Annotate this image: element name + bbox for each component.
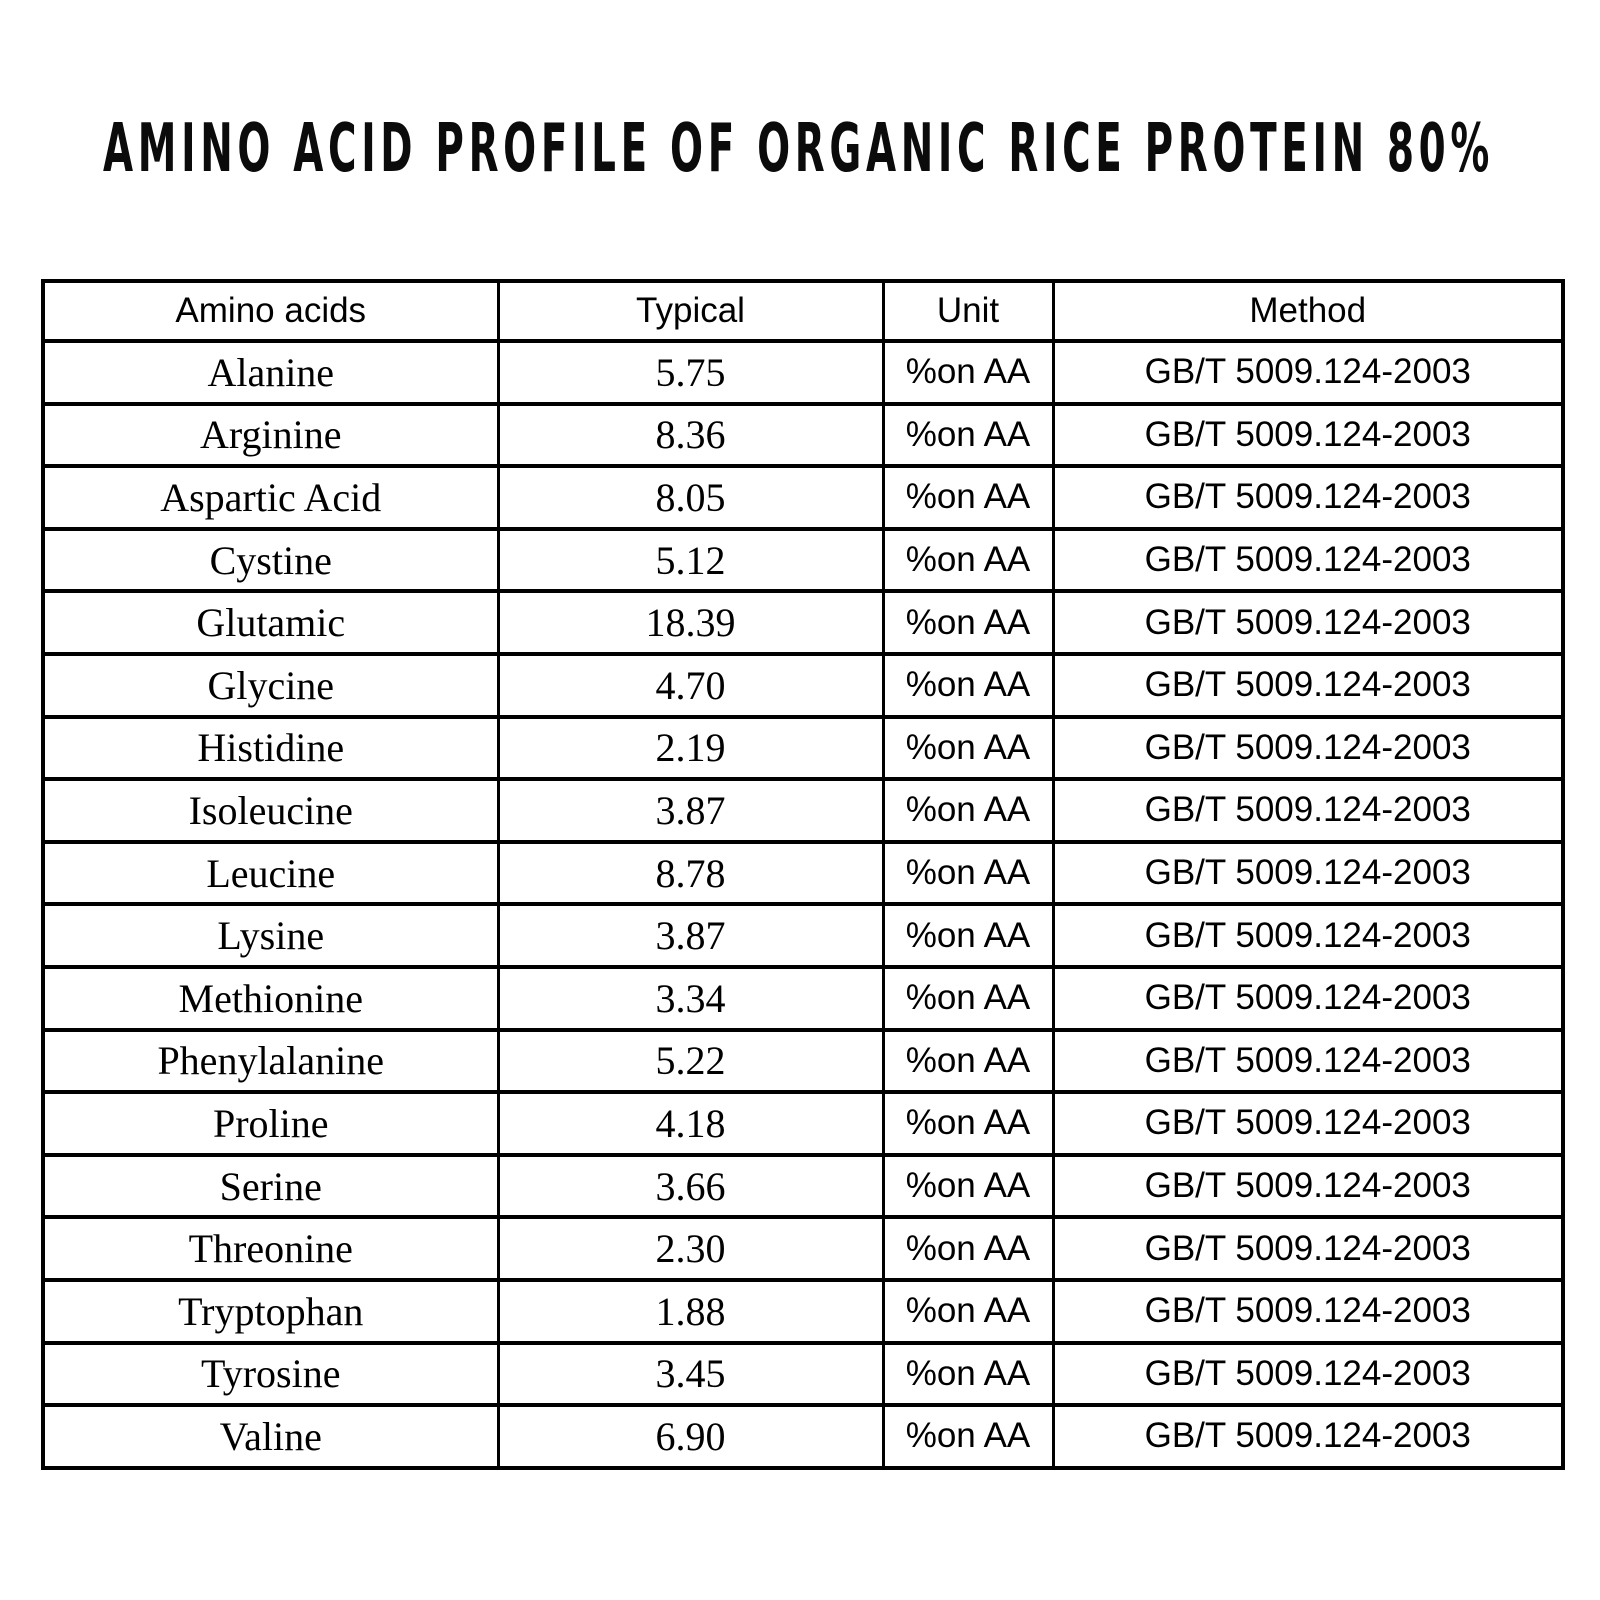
typical-value-cell: 6.90 <box>498 1405 883 1468</box>
table-header-row <box>43 281 1563 341</box>
column-header-typical: Typical <box>498 281 883 341</box>
typical-value-cell: 5.75 <box>498 341 883 404</box>
unit-cell: %on AA <box>883 591 1053 654</box>
method-cell: GB/T 5009.124-2003 <box>1053 654 1563 717</box>
typical-value-cell: 3.87 <box>498 779 883 842</box>
method-cell: GB/T 5009.124-2003 <box>1053 591 1563 654</box>
amino-name-cell: Arginine <box>43 404 498 467</box>
unit-cell: %on AA <box>883 341 1053 404</box>
method-cell: GB/T 5009.124-2003 <box>1053 1280 1563 1343</box>
table-row <box>43 717 1563 780</box>
unit-cell: %on AA <box>883 529 1053 592</box>
table-row <box>43 591 1563 654</box>
table-row <box>43 654 1563 717</box>
method-cell: GB/T 5009.124-2003 <box>1053 466 1563 529</box>
typical-value-cell: 3.87 <box>498 904 883 967</box>
unit-cell: %on AA <box>883 1217 1053 1280</box>
amino-name-cell: Threonine <box>43 1217 498 1280</box>
column-header-unit: Unit <box>883 281 1053 341</box>
method-cell: GB/T 5009.124-2003 <box>1053 779 1563 842</box>
method-cell: GB/T 5009.124-2003 <box>1053 1030 1563 1093</box>
amino-acid-table <box>41 279 1565 1470</box>
table-row <box>43 967 1563 1030</box>
unit-cell: %on AA <box>883 842 1053 905</box>
amino-name-cell: Serine <box>43 1155 498 1218</box>
method-cell: GB/T 5009.124-2003 <box>1053 404 1563 467</box>
table-row <box>43 1217 1563 1280</box>
typical-value-cell: 8.78 <box>498 842 883 905</box>
amino-name-cell: Proline <box>43 1092 498 1155</box>
typical-value-cell: 2.30 <box>498 1217 883 1280</box>
amino-name-cell: Leucine <box>43 842 498 905</box>
typical-value-cell: 3.34 <box>498 967 883 1030</box>
method-cell: GB/T 5009.124-2003 <box>1053 1092 1563 1155</box>
method-cell: GB/T 5009.124-2003 <box>1053 341 1563 404</box>
unit-cell: %on AA <box>883 904 1053 967</box>
amino-name-cell: Isoleucine <box>43 779 498 842</box>
column-header-method: Method <box>1053 281 1563 341</box>
table-body <box>43 341 1563 1468</box>
table-row <box>43 1155 1563 1218</box>
column-header-amino-acids: Amino acids <box>43 281 498 341</box>
method-cell: GB/T 5009.124-2003 <box>1053 1155 1563 1218</box>
typical-value-cell: 1.88 <box>498 1280 883 1343</box>
table-row <box>43 1405 1563 1468</box>
typical-value-cell: 3.66 <box>498 1155 883 1218</box>
table-row <box>43 341 1563 404</box>
amino-name-cell: Glutamic <box>43 591 498 654</box>
method-cell: GB/T 5009.124-2003 <box>1053 529 1563 592</box>
table-row <box>43 904 1563 967</box>
amino-name-cell: Valine <box>43 1405 498 1468</box>
unit-cell: %on AA <box>883 1155 1053 1218</box>
unit-cell: %on AA <box>883 967 1053 1030</box>
table-row <box>43 529 1563 592</box>
method-cell: GB/T 5009.124-2003 <box>1053 1405 1563 1468</box>
typical-value-cell: 18.39 <box>498 591 883 654</box>
unit-cell: %on AA <box>883 1030 1053 1093</box>
unit-cell: %on AA <box>883 404 1053 467</box>
typical-value-cell: 4.70 <box>498 654 883 717</box>
method-cell: GB/T 5009.124-2003 <box>1053 967 1563 1030</box>
unit-cell: %on AA <box>883 717 1053 780</box>
amino-name-cell: Tyrosine <box>43 1343 498 1406</box>
amino-name-cell: Histidine <box>43 717 498 780</box>
method-cell: GB/T 5009.124-2003 <box>1053 904 1563 967</box>
amino-name-cell: Cystine <box>43 529 498 592</box>
typical-value-cell: 5.12 <box>498 529 883 592</box>
table-row <box>43 1092 1563 1155</box>
amino-name-cell: Tryptophan <box>43 1280 498 1343</box>
table-row <box>43 466 1563 529</box>
amino-name-cell: Glycine <box>43 654 498 717</box>
method-cell: GB/T 5009.124-2003 <box>1053 842 1563 905</box>
unit-cell: %on AA <box>883 1280 1053 1343</box>
amino-name-cell: Methionine <box>43 967 498 1030</box>
amino-name-cell: Lysine <box>43 904 498 967</box>
unit-cell: %on AA <box>883 1092 1053 1155</box>
table-row <box>43 1030 1563 1093</box>
amino-name-cell: Aspartic Acid <box>43 466 498 529</box>
unit-cell: %on AA <box>883 466 1053 529</box>
amino-name-cell: Phenylalanine <box>43 1030 498 1093</box>
page-title: AMINO ACID PROFILE OF ORGANIC RICE PROTEIN 80% <box>103 109 1494 187</box>
method-cell: GB/T 5009.124-2003 <box>1053 717 1563 780</box>
unit-cell: %on AA <box>883 779 1053 842</box>
table-row <box>43 842 1563 905</box>
table-row <box>43 779 1563 842</box>
typical-value-cell: 8.36 <box>498 404 883 467</box>
table-row <box>43 404 1563 467</box>
typical-value-cell: 5.22 <box>498 1030 883 1093</box>
typical-value-cell: 2.19 <box>498 717 883 780</box>
table-row <box>43 1280 1563 1343</box>
table-row <box>43 1343 1563 1406</box>
unit-cell: %on AA <box>883 654 1053 717</box>
typical-value-cell: 4.18 <box>498 1092 883 1155</box>
method-cell: GB/T 5009.124-2003 <box>1053 1343 1563 1406</box>
method-cell: GB/T 5009.124-2003 <box>1053 1217 1563 1280</box>
unit-cell: %on AA <box>883 1405 1053 1468</box>
typical-value-cell: 8.05 <box>498 466 883 529</box>
amino-name-cell: Alanine <box>43 341 498 404</box>
typical-value-cell: 3.45 <box>498 1343 883 1406</box>
unit-cell: %on AA <box>883 1343 1053 1406</box>
